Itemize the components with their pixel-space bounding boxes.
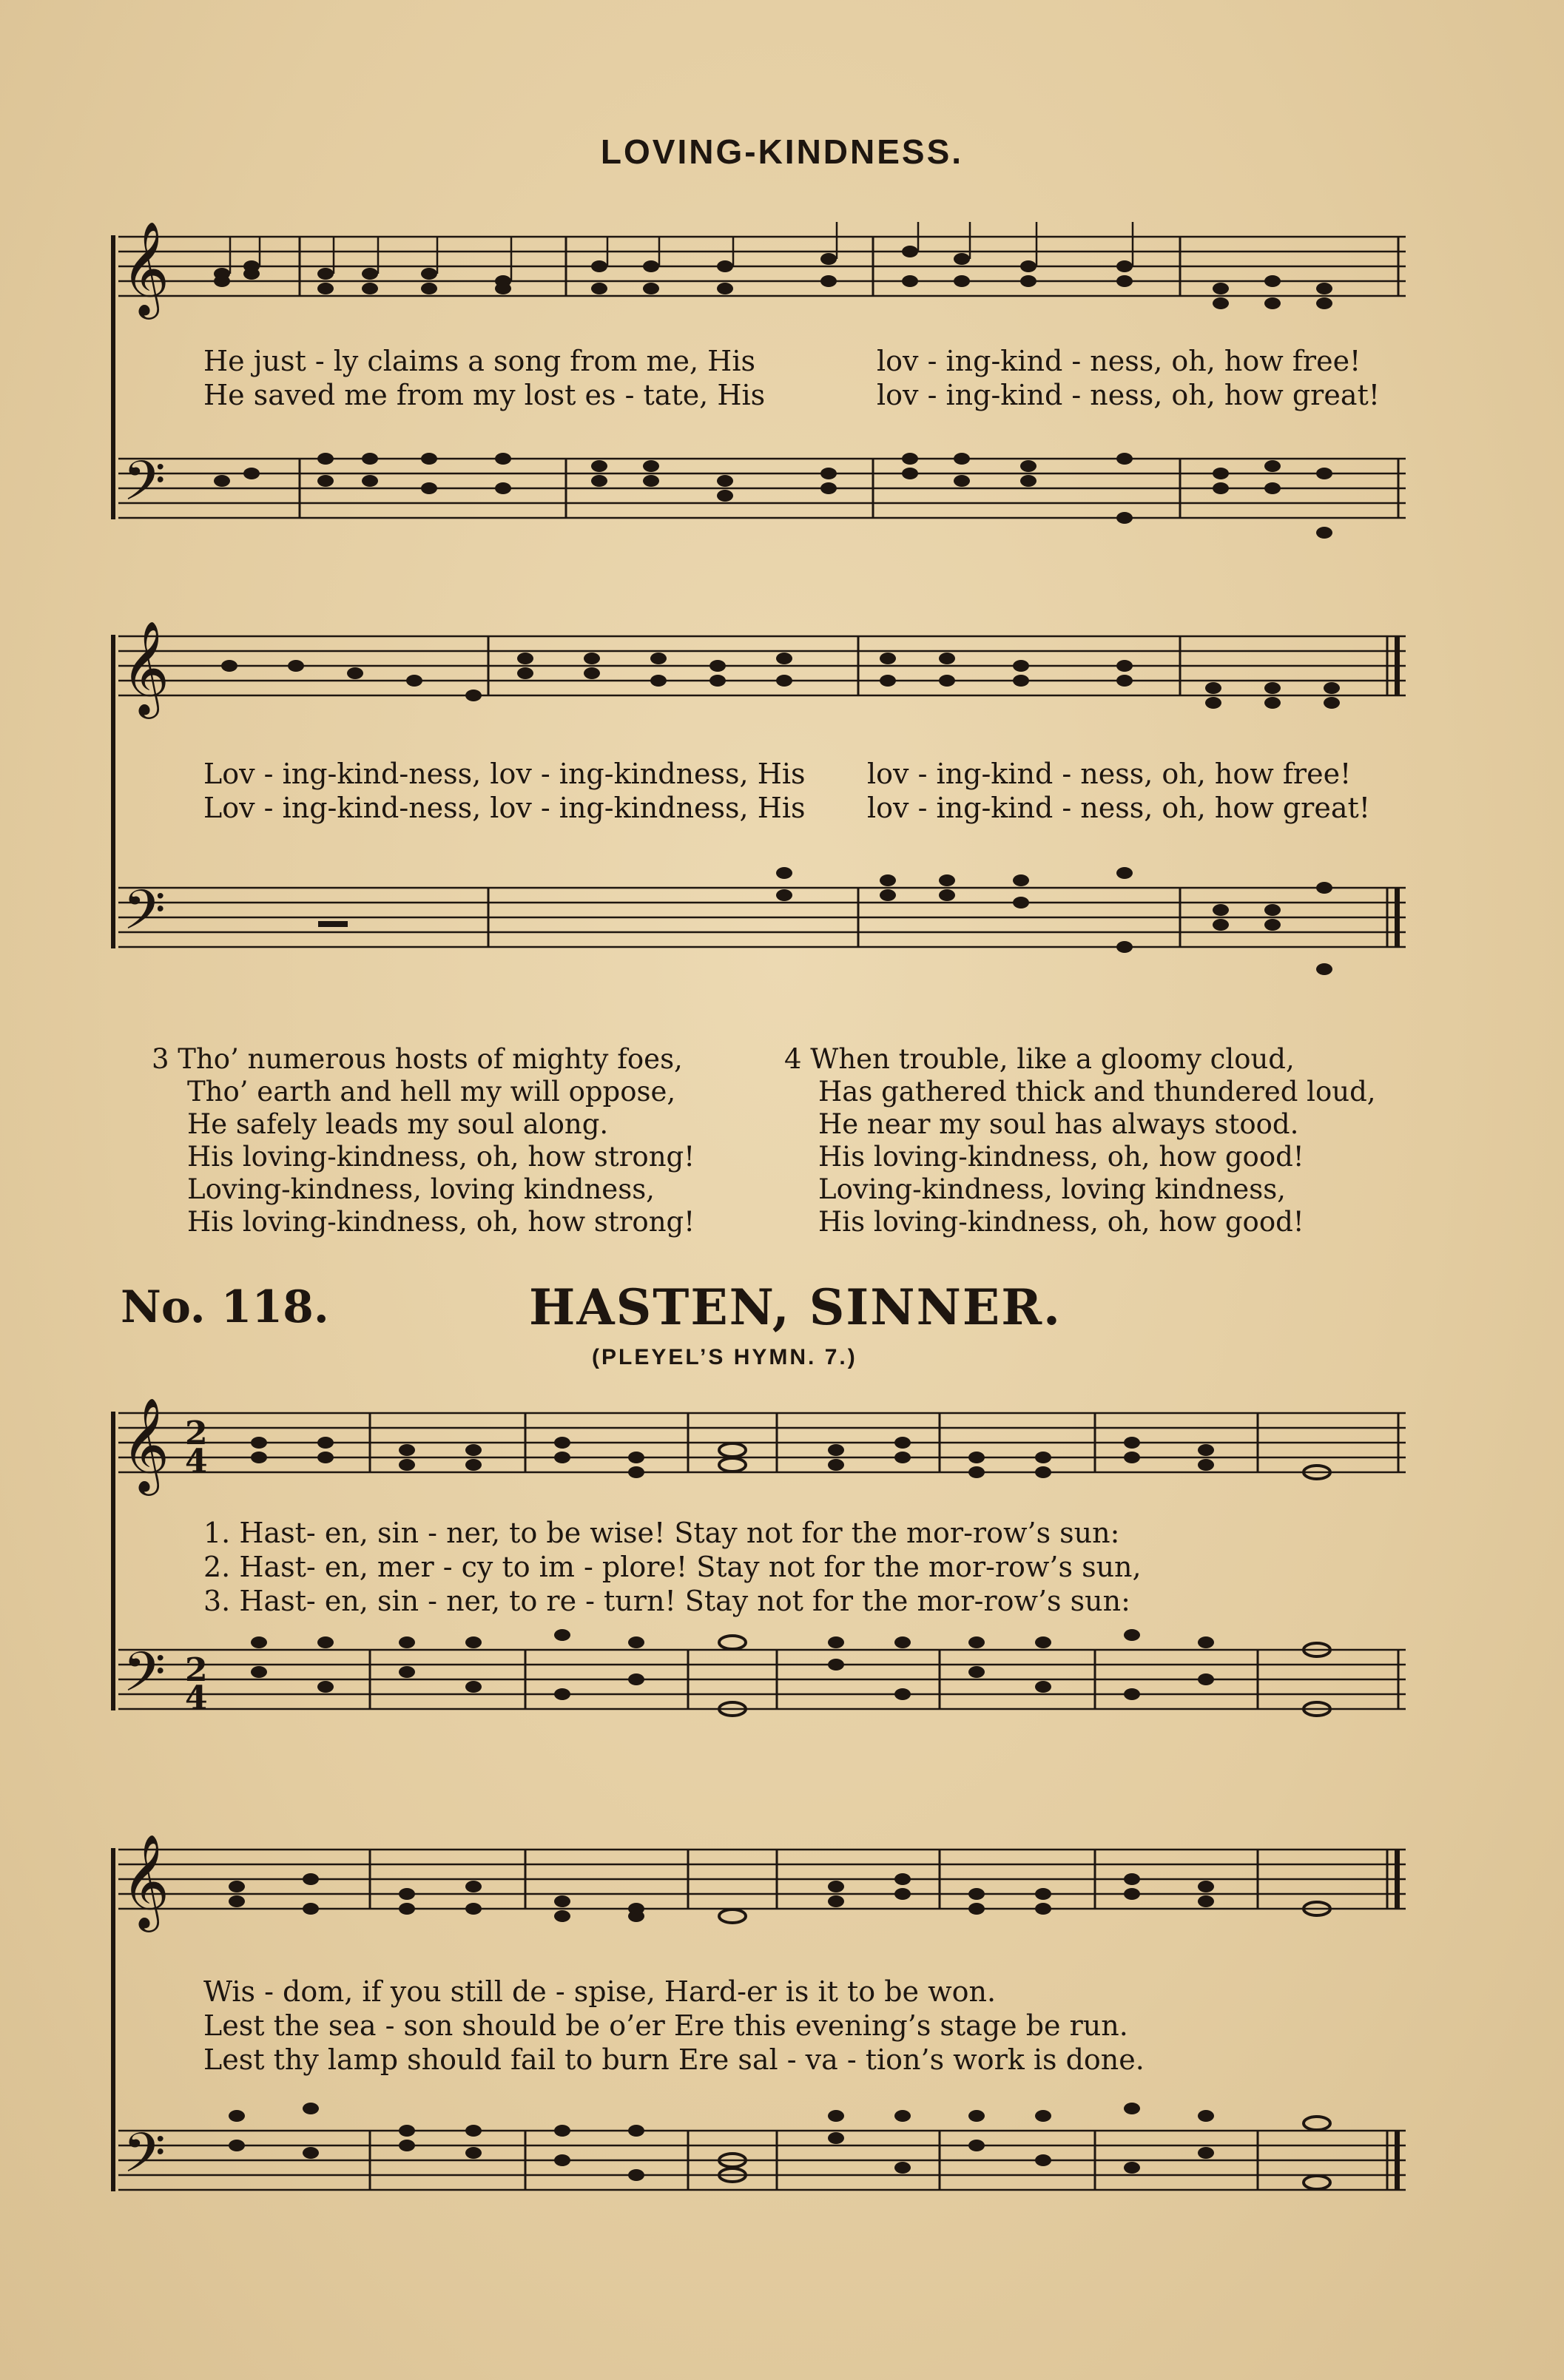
verse-4-line-1: 4 When trouble, like a gloomy cloud, (784, 1043, 1295, 1075)
hymn-title-hasten-sinner: HASTEN, SINNER. (529, 1278, 1062, 1336)
verse-4 (784, 1043, 1376, 1238)
svg-text:𝄞: 𝄞 (121, 621, 170, 715)
verse-4-line-3: He near my soul has always stood. (818, 1108, 1299, 1140)
lyric-line-2d: lov - ing-kind - ness, oh, how great! (867, 792, 1371, 824)
lyric-hasten-3: 3. Hast- en, sin - ner, to re - turn! Stay not for the mor-row’s sun: (203, 1585, 1130, 1617)
lyric-line-1a: He just - ly claims a song from me, His (203, 345, 755, 377)
verse-3-line-3: He safely leads my soul along. (187, 1108, 609, 1140)
lyric-line-2c: lov - ing-kind - ness, oh, how free! (867, 758, 1352, 790)
lyric-hasten-1: 1. Hast- en, sin - ner, to be wise! Stay not for the mor-row’s sun: (203, 1517, 1120, 1549)
verse-4-line-5: Loving-kindness, loving kindness, (818, 1173, 1286, 1205)
hymn-title-loving-kindness: LOVING-KINDNESS. (600, 132, 964, 171)
svg-text:𝄞: 𝄞 (121, 222, 170, 315)
lyric-line-1d: lov - ing-kind - ness, oh, how great! (877, 379, 1381, 411)
svg-text:𝄞: 𝄞 (121, 1835, 170, 1928)
verse-3-line-4: His loving-kindness, oh, how strong! (187, 1141, 695, 1173)
lyric-line-1b: He saved me from my lost es - tate, His (203, 379, 766, 411)
verse-3-line-6: His loving-kindness, oh, how strong! (187, 1206, 695, 1238)
lyric-line-1c: lov - ing-kind - ness, oh, how free! (877, 345, 1361, 377)
hymn-number: No. 118. (121, 1281, 329, 1333)
verse-3 (152, 1043, 695, 1238)
lyric-line-2b: Lov - ing-kind-ness, lov - ing-kindness, His (203, 792, 806, 824)
verse-3-line-2: Tho’ earth and hell my will oppose, (187, 1076, 676, 1108)
svg-text:𝄢: 𝄢 (123, 878, 166, 956)
verse-3-line-5: Loving-kindness, loving kindness, (187, 1173, 655, 1205)
verse-4-line-6: His loving-kindness, oh, how good! (818, 1206, 1304, 1238)
svg-text:4: 4 (185, 1679, 208, 1717)
svg-text:𝄢: 𝄢 (123, 1640, 166, 1718)
verse-4-line-2: Has gathered thick and thundered loud, (818, 1076, 1376, 1108)
svg-text:𝄢: 𝄢 (123, 2121, 166, 2199)
verse-3-line-1: 3 Tho’ numerous hosts of mighty foes, (152, 1043, 683, 1075)
lyric-hasten-2: 2. Hast- en, mer - cy to im - plore! Stay not for the mor-row’s sun, (203, 1551, 1142, 1583)
lyric-line-2a: Lov - ing-kind-ness, lov - ing-kindness, His (203, 758, 806, 790)
lyric-hasten-5: Lest the sea - son should be o’er Ere this evening’s stage be run. (203, 2009, 1128, 2042)
lyric-hasten-4: Wis - dom, if you still de - spise, Hard-er is it to be won. (203, 1975, 997, 2008)
svg-text:𝄞: 𝄞 (121, 1398, 170, 1491)
time-signature-top: 2 (185, 1415, 208, 1452)
svg-text:𝄢: 𝄢 (123, 449, 166, 527)
svg-text:2: 2 (185, 1651, 208, 1689)
time-signature-bottom: 4 (185, 1443, 208, 1480)
lyric-hasten-6: Lest thy lamp should fail to burn Ere sal - va - tion’s work is done. (203, 2043, 1145, 2076)
verse-4-line-4: His loving-kindness, oh, how good! (818, 1141, 1304, 1173)
hymn-tune-subtitle: (PLEYEL’S HYMN. 7.) (592, 1345, 857, 1369)
